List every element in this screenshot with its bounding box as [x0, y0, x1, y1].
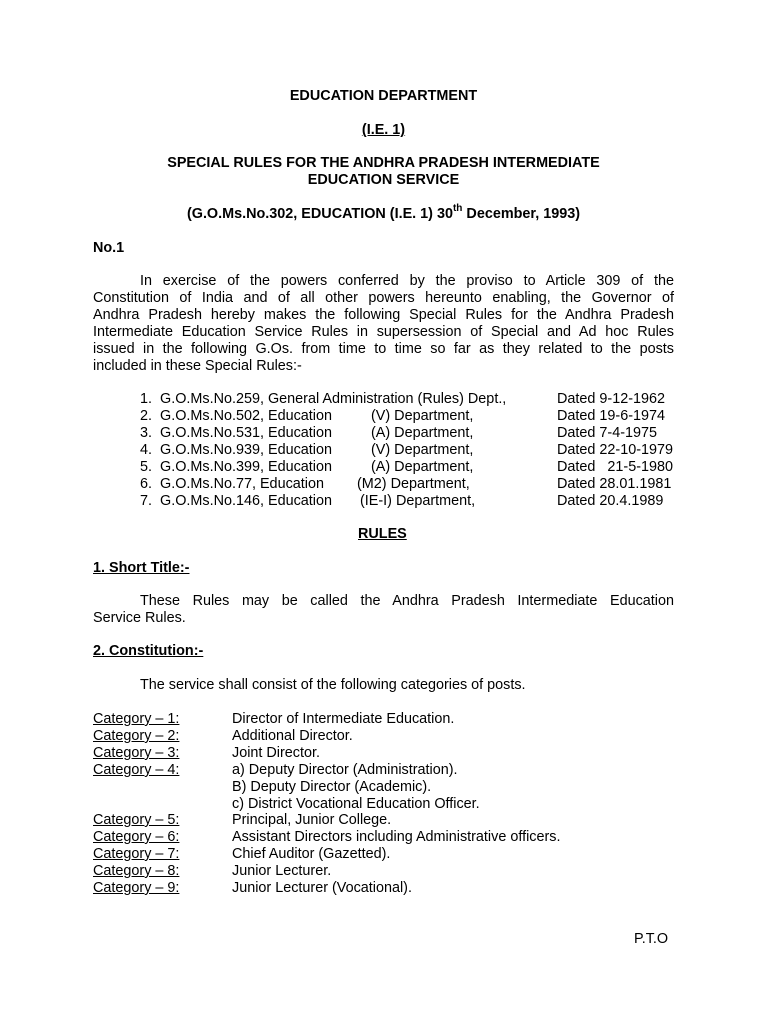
- title-line-1: SPECIAL RULES FOR THE ANDHRA PRADESH INTERMEDIATE: [167, 155, 600, 171]
- go-date: Dated 20.4.1989: [557, 493, 664, 509]
- go-number: 5.: [140, 459, 153, 475]
- category-label: Category – 5:: [93, 812, 180, 828]
- go-number: 3.: [140, 425, 153, 441]
- intro-line: Intermediate Education Service Rules in supersession of Special and Ad hoc Rules: [93, 324, 674, 340]
- short-title-heading: 1. Short Title:-: [93, 560, 190, 576]
- go-reference: G.O.Ms.No.77, Education: [160, 476, 324, 492]
- category-post: Assistant Directors including Administrative officers.: [232, 829, 561, 845]
- number-label: No.1: [93, 240, 125, 256]
- order-superscript: th: [452, 203, 463, 215]
- title-line-2: EDUCATION SERVICE: [307, 172, 460, 188]
- category-post: Additional Director.: [232, 728, 353, 744]
- go-reference: G.O.Ms.No.502, Education: [160, 408, 332, 424]
- go-reference: G.O.Ms.No.399, Education: [160, 459, 332, 475]
- go-department: (A) Department,: [371, 425, 474, 441]
- category-label: Category – 3:: [93, 745, 180, 761]
- go-reference: G.O.Ms.No.531, Education: [160, 425, 332, 441]
- intro-paragraph: [93, 273, 674, 375]
- short-title-line: These Rules may be called the Andhra Pradesh Intermediate Education: [140, 593, 674, 609]
- go-date: Dated 21-5-1980: [557, 459, 674, 475]
- constitution-intro: The service shall consist of the following categories of posts.: [140, 677, 526, 693]
- category-label: Category – 4:: [93, 762, 180, 778]
- category-post: Director of Intermediate Education.: [232, 711, 455, 727]
- go-department: (IE-I) Department,: [360, 493, 476, 509]
- go-number: 7.: [140, 493, 153, 509]
- go-number: 4.: [140, 442, 153, 458]
- category-post: Principal, Junior College.: [232, 812, 392, 828]
- go-department: (A) Department,: [371, 459, 474, 475]
- intro-line: issued in the following G.Os. from time to time so far as they related to the posts: [93, 341, 674, 357]
- category-post: B) Deputy Director (Academic).: [232, 779, 432, 795]
- category-post: a) Deputy Director (Administration).: [232, 762, 458, 778]
- category-post: Junior Lecturer (Vocational).: [232, 880, 412, 896]
- go-reference: G.O.Ms.No.259, General Administration (Rules) Dept.,: [160, 391, 507, 407]
- short-title-line: Service Rules.: [93, 610, 186, 626]
- intro-line: included in these Special Rules:-: [93, 358, 302, 374]
- rules-heading: RULES: [358, 526, 407, 542]
- go-reference: G.O.Ms.No.146, Education: [160, 493, 332, 509]
- go-reference: G.O.Ms.No.939, Education: [160, 442, 332, 458]
- category-label: Category – 1:: [93, 711, 180, 727]
- category-post: c) District Vocational Education Officer.: [232, 796, 480, 812]
- go-date: Dated 28.01.1981: [557, 476, 672, 492]
- go-number: 1.: [140, 391, 153, 407]
- order-suffix: December, 1993): [462, 206, 581, 222]
- page-footer-pto: P.T.O: [634, 931, 669, 947]
- constitution-heading: 2. Constitution:-: [93, 643, 204, 659]
- go-number: 2.: [140, 408, 153, 424]
- go-date: Dated 7-4-1975: [557, 425, 658, 441]
- category-post: Chief Auditor (Gazetted).: [232, 846, 391, 862]
- order-prefix: (G.O.Ms.No.302, EDUCATION (I.E. 1) 30: [186, 206, 453, 222]
- intro-line: In exercise of the powers conferred by the proviso to Article 309 of the: [140, 273, 674, 289]
- category-post: Joint Director.: [232, 745, 320, 761]
- intro-line: Constitution of India and of all other powers hereunto enabling, the Governor of: [93, 290, 674, 306]
- go-date: Dated 22-10-1979: [557, 442, 674, 458]
- go-date: Dated 9-12-1962: [557, 391, 666, 407]
- category-post: Junior Lecturer.: [232, 863, 332, 879]
- go-department: (V) Department,: [371, 442, 474, 458]
- go-department: (V) Department,: [371, 408, 474, 424]
- category-label: Category – 2:: [93, 728, 180, 744]
- short-title-paragraph: [93, 593, 674, 627]
- document-code: (I.E. 1): [361, 122, 406, 138]
- go-number: 6.: [140, 476, 153, 492]
- order-reference: [93, 203, 674, 223]
- category-label: Category – 7:: [93, 846, 180, 862]
- department-heading: EDUCATION DEPARTMENT: [289, 88, 478, 104]
- intro-line: Andhra Pradesh hereby makes the following Special Rules for the Andhra Pradesh: [93, 307, 674, 323]
- category-label: Category – 6:: [93, 829, 180, 845]
- go-date: Dated 19-6-1974: [557, 408, 666, 424]
- category-label: Category – 8:: [93, 863, 180, 879]
- category-label: Category – 9:: [93, 880, 180, 896]
- go-department: (M2) Department,: [357, 476, 470, 492]
